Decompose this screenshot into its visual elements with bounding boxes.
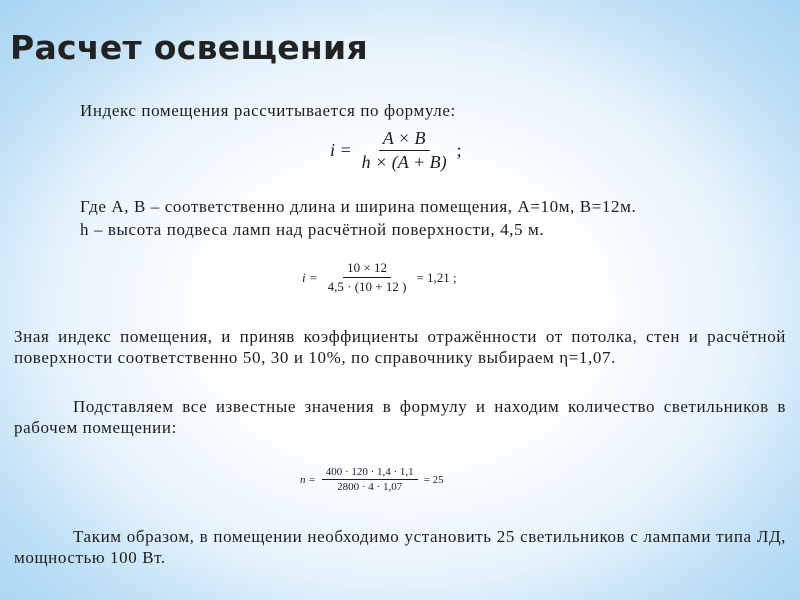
paragraph-dimensions-line1: Где A, B – соответственно длина и ширина помещения, A=10м, B=12м.	[80, 197, 637, 216]
formula-room-index-calc-lhs: i =	[302, 269, 318, 285]
formula-lamp-count-denominator: 2800 · 4 · 1,07	[337, 481, 403, 493]
paragraph-substitute-values: Подставляем все известные значения в формулу и находим количество светильников в рабочем помещении:	[14, 397, 786, 437]
paragraph-dimensions-line2: h – высота подвеса ламп над расчётной поверхности, 4,5 м.	[80, 220, 545, 239]
formula-room-index-calc-denominator: 4,5 · (10 + 12 )	[327, 279, 407, 294]
formula-lamp-count-numerator: 400 · 120 · 1,4 · 1,1	[322, 466, 418, 480]
formula-room-index-fraction	[358, 128, 451, 173]
formula-lamp-count	[300, 466, 444, 493]
formula-room-index-lhs: i =	[330, 140, 352, 160]
formula-room-index	[330, 128, 462, 173]
formula-lamp-count-fraction	[322, 466, 418, 493]
paragraph-conclusion: Таким образом, в помещении необходимо установить 25 светильников с лампами типа ЛД, мощностью 100 Вт.	[14, 527, 786, 567]
paragraph-room-index-intro: Индекс помещения рассчитывается по формуле:	[80, 101, 456, 120]
formula-room-index-denominator: h × (A + B)	[361, 152, 447, 172]
paragraph-reflection-coefficients: Зная индекс помещения, и приняв коэффициенты отражённости от потолка, стен и расчётной поверхности соответственно 50, 30 и 10%, по справочнику выбираем η=1,07.	[14, 327, 786, 367]
formula-room-index-tail: ;	[456, 140, 462, 160]
formula-room-index-calc	[302, 260, 457, 295]
formula-room-index-calc-numerator: 10 × 12	[343, 260, 391, 278]
formula-lamp-count-lhs: n =	[300, 473, 316, 486]
formula-room-index-calc-fraction	[324, 260, 411, 295]
slide-title: Расчет освещения	[10, 28, 368, 67]
formula-room-index-numerator: A × B	[379, 128, 430, 151]
formula-room-index-calc-result: = 1,21 ;	[416, 269, 457, 285]
formula-lamp-count-result: = 25	[423, 473, 444, 486]
